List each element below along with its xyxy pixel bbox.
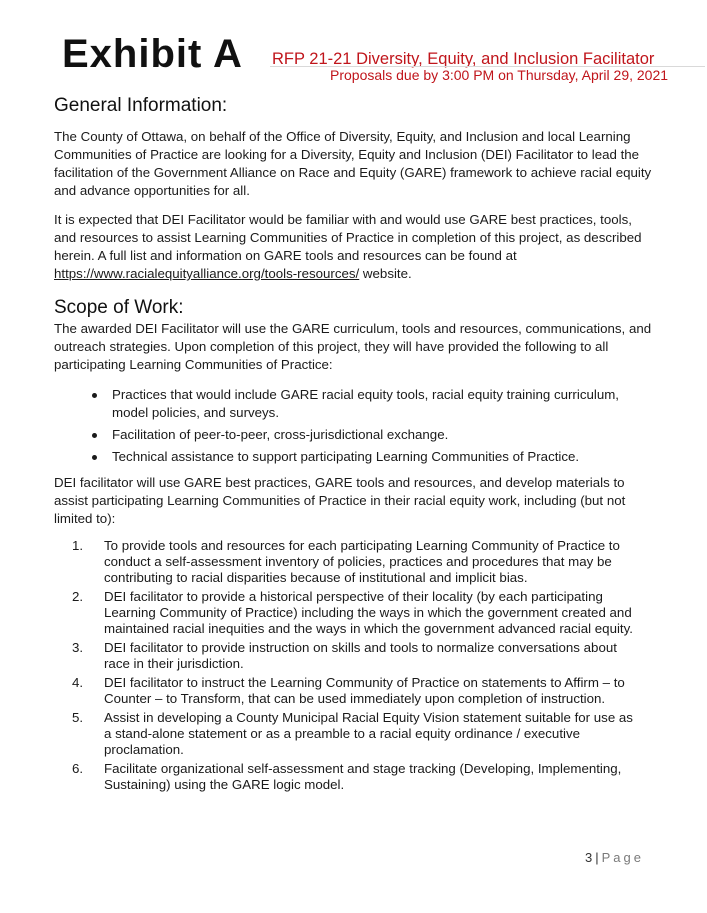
- list-item: [60, 710, 640, 758]
- list-item-text: DEI facilitator to provide a historical perspective of their locality (by each participating Learning Community of Practice) including the ways in which the government created and maintained racial inequities and the ways in which the government advanced racial equity.: [104, 589, 633, 636]
- page-footer: [585, 850, 644, 865]
- list-item-text: DEI facilitator to provide instruction on skills and tools to normalize conversations about race in their jurisdiction.: [104, 640, 617, 671]
- exhibit-title: Exhibit A: [62, 32, 243, 76]
- list-item-text: DEI facilitator to instruct the Learning Community of Practice on statements to Affirm – to Counter – to Transform, that can be used immediately upon completion of instruction.: [104, 675, 625, 706]
- general-paragraph-2: [54, 211, 654, 283]
- general-paragraph-2-text: It is expected that DEI Facilitator would be familiar with and would use GARE best practices, tools, and resources to assist Learning Communities of Practice in completion of this project, as described herein. A full list and information on GARE tools and resources can be found at: [54, 212, 642, 263]
- list-item: [60, 538, 640, 586]
- list-item-text: To provide tools and resources for each participating Learning Community of Practice to conduct a self-assessment inventory of policies, practices and procedures that may be contributing to racial disparities because of institutional and implicit bias.: [104, 538, 620, 585]
- list-item: [88, 426, 648, 444]
- bullet-text: Technical assistance to support participating Learning Communities of Practice.: [112, 449, 580, 464]
- scope-of-work-heading: Scope of Work:: [54, 297, 184, 318]
- bullet-icon: [92, 433, 97, 438]
- bullet-text: Practices that would include GARE racial equity tools, racial equity training curriculum, model policies, and surveys.: [112, 387, 619, 420]
- rfp-title: RFP 21-21 Diversity, Equity, and Inclusion Facilitator: [272, 50, 655, 68]
- bullet-icon: [92, 455, 97, 460]
- gare-tools-link[interactable]: https://www.racialequityalliance.org/tools-resources/: [54, 266, 360, 281]
- page-number: 3: [585, 850, 593, 865]
- tasks-list: [60, 538, 640, 796]
- proposal-due-date: Proposals due by 3:00 PM on Thursday, April 29, 2021: [330, 67, 669, 83]
- general-paragraph-2-end: website.: [359, 266, 412, 281]
- list-number: 3.: [72, 640, 84, 655]
- scope-paragraph-2: DEI facilitator will use GARE best practices, GARE tools and resources, and develop materials to assist participating Learning Communities of Practice in their racial equity work, including (but not limited to):: [54, 475, 626, 526]
- bullet-text: Facilitation of peer-to-peer, cross-jurisdictional exchange.: [112, 427, 449, 442]
- list-number: 6.: [72, 761, 84, 776]
- list-item-text: Facilitate organizational self-assessment and stage tracking (Developing, Implementing, Sustaining) using the GARE logic model.: [104, 761, 622, 792]
- list-item: [60, 761, 640, 793]
- list-item: [60, 589, 640, 637]
- deliverables-list: [88, 386, 648, 470]
- page-label: Page: [601, 850, 644, 865]
- list-item-text: Assist in developing a County Municipal Racial Equity Vision statement suitable for use as a stand-alone statement or as a preamble to a racial equity ordinance / executive proclamation.: [104, 710, 633, 757]
- list-item: [60, 640, 640, 672]
- scope-intro-paragraph: The awarded DEI Facilitator will use the GARE curriculum, tools and resources, communications, and outreach strategies. Upon completion of this project, they will have provided the following to all participating Learning Communities of Practice:: [54, 321, 652, 372]
- bullet-icon: [92, 393, 97, 398]
- list-number: 1.: [72, 538, 84, 553]
- list-item: [88, 448, 648, 466]
- general-paragraph-1: The County of Ottawa, on behalf of the Office of Diversity, Equity, and Inclusion and local Learning Communities of Practice are looking for a Diversity, Equity and Inclusion (DEI) Facilitator to lead the facilitation of the Government Alliance on Race and Equity (GARE) framework to achieve racial equity and advance opportunities for all.: [54, 129, 652, 198]
- list-number: 2.: [72, 589, 84, 604]
- list-number: 4.: [72, 675, 84, 690]
- general-information-heading: General Information:: [54, 95, 228, 116]
- page-separator: |: [595, 850, 599, 865]
- list-item: [88, 386, 648, 422]
- list-number: 5.: [72, 710, 84, 725]
- list-item: [60, 675, 640, 707]
